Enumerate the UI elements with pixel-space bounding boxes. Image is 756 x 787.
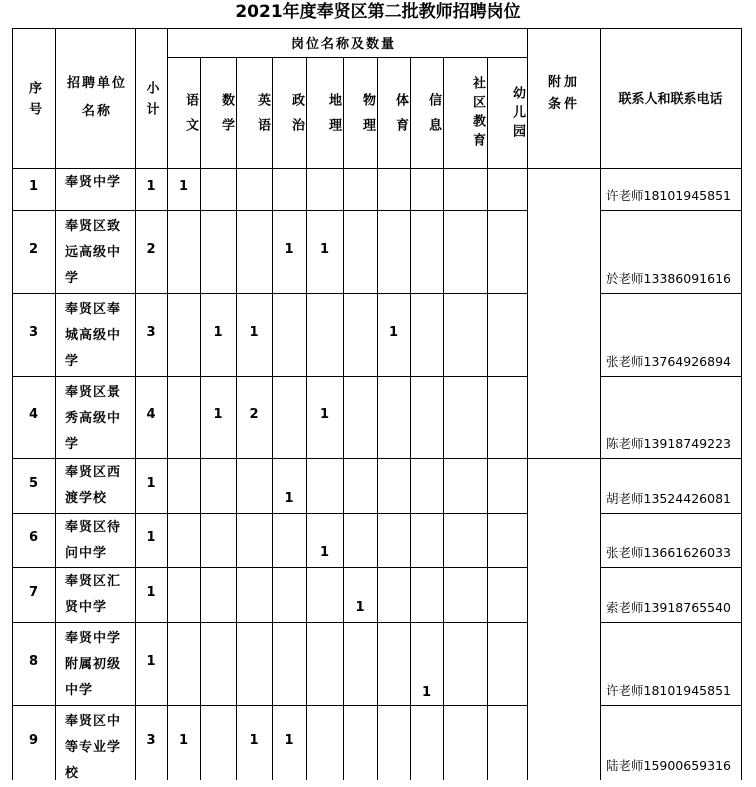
table-rule [410,57,411,780]
row-unit: 奉贤区中等专业学校 [65,714,122,781]
table-rule [600,210,741,211]
row-seq: 9 [28,732,39,748]
row-seq: 7 [28,584,39,600]
row-cell-4: 1 [284,491,294,506]
row-unit: 奉贤区汇贤中学 [65,574,122,615]
header-subject-10: 幼儿园 [510,85,525,143]
row-contact: 许老师18101945851 [606,683,731,698]
table-rule [600,168,741,169]
header-subject-5: 地理 [326,93,341,143]
table-rule [343,57,344,780]
header-group: 岗位名称及数量 [290,37,396,52]
table-rule [12,622,527,623]
header-subject-9: 社区教育 [470,76,485,152]
header-subject-3: 英语 [255,93,270,143]
row-cell-5: 1 [319,407,330,422]
table-rule [527,458,600,459]
table-rule [12,705,527,706]
table-rule [12,376,527,377]
row-seq: 1 [28,179,39,194]
row-contact: 於老师13386091616 [606,271,731,286]
header-subject-7: 体育 [393,93,408,143]
row-cell-3: 2 [249,407,259,422]
row-subtotal: 3 [146,732,156,748]
row-cell-2: 1 [213,407,223,422]
row-seq: 2 [28,241,39,257]
row-seq: 3 [28,324,39,340]
row-cell-5: 1 [319,241,330,257]
table-rule [600,622,741,623]
row-seq: 6 [28,530,39,545]
row-cell-2: 1 [213,324,223,340]
row-cell-4: 1 [284,732,294,748]
row-contact: 张老师13764926894 [606,354,731,369]
row-seq: 5 [28,475,39,491]
row-cell-6: 1 [355,600,365,615]
page-title: 2021年度奉贤区第二批教师招聘岗位 [235,2,521,22]
row-seq: 4 [28,407,39,422]
row-subtotal: 4 [146,407,156,422]
row-unit: 奉贤区待问中学 [65,520,122,561]
header-contact: 联系人和联系电话 [618,92,723,107]
table-rule [12,28,741,29]
table-rule [600,513,741,514]
header-subject-8: 信息 [426,93,441,143]
row-cell-8: 1 [421,685,432,700]
row-cell-7: 1 [388,324,399,340]
table-rule [55,28,56,780]
row-unit: 奉贤中学附属初级中学 [65,631,122,698]
header-subject-1: 语文 [183,93,198,143]
row-subtotal: 1 [146,179,156,194]
header-seq: 序号 [26,81,41,123]
row-contact: 张老师13661626033 [606,545,731,560]
header-subject-4: 政治 [289,93,304,143]
row-cell-4: 1 [284,241,294,257]
table-rule [12,293,527,294]
row-subtotal: 1 [146,653,156,669]
table-rule [600,458,741,459]
row-subtotal: 2 [146,241,156,257]
row-subtotal: 1 [146,584,156,600]
table-rule [600,293,741,294]
row-unit: 奉贤区西渡学校 [65,465,122,506]
header-extra: 附加条件 [547,75,580,112]
table-rule [272,57,273,780]
row-cell-3: 1 [249,732,259,748]
row-subtotal: 3 [146,324,156,340]
table-rule [377,57,378,780]
row-unit: 奉贤区致远高级中学 [65,219,122,286]
header-subtotal: 小计 [143,81,159,123]
row-seq: 8 [28,653,39,669]
row-cell-1: 1 [178,179,189,194]
table-rule [12,513,527,514]
table-rule [600,28,601,780]
table-rule [600,567,741,568]
table-rule [600,705,741,706]
table-rule [12,210,527,211]
table-rule [12,458,527,459]
row-cell-1: 1 [178,732,189,748]
row-subtotal: 1 [146,530,156,545]
row-subtotal: 1 [146,475,156,491]
row-cell-3: 1 [249,324,259,340]
table-rule [167,57,527,58]
header-subject-6: 物理 [360,93,375,143]
table-rule [12,567,527,568]
header-subject-2: 数学 [219,93,234,143]
row-cell-5: 1 [319,545,330,560]
row-contact: 许老师18101945851 [606,188,731,203]
table-rule [527,168,600,169]
table-rule [600,376,741,377]
table-rule [527,28,528,780]
row-contact: 索老师13918765540 [606,600,731,615]
table-rule [741,28,742,780]
row-contact: 陆老师15900659316 [606,758,731,773]
row-unit: 奉贤区奉城高级中学 [65,302,122,369]
row-unit: 奉贤区景秀高级中学 [65,385,122,452]
table-rule [12,168,527,169]
header-unit: 招聘单位名称 [67,76,128,119]
row-unit: 奉贤中学 [65,175,122,190]
row-contact: 胡老师13524426081 [606,491,731,506]
row-contact: 陈老师13918749223 [606,436,731,451]
